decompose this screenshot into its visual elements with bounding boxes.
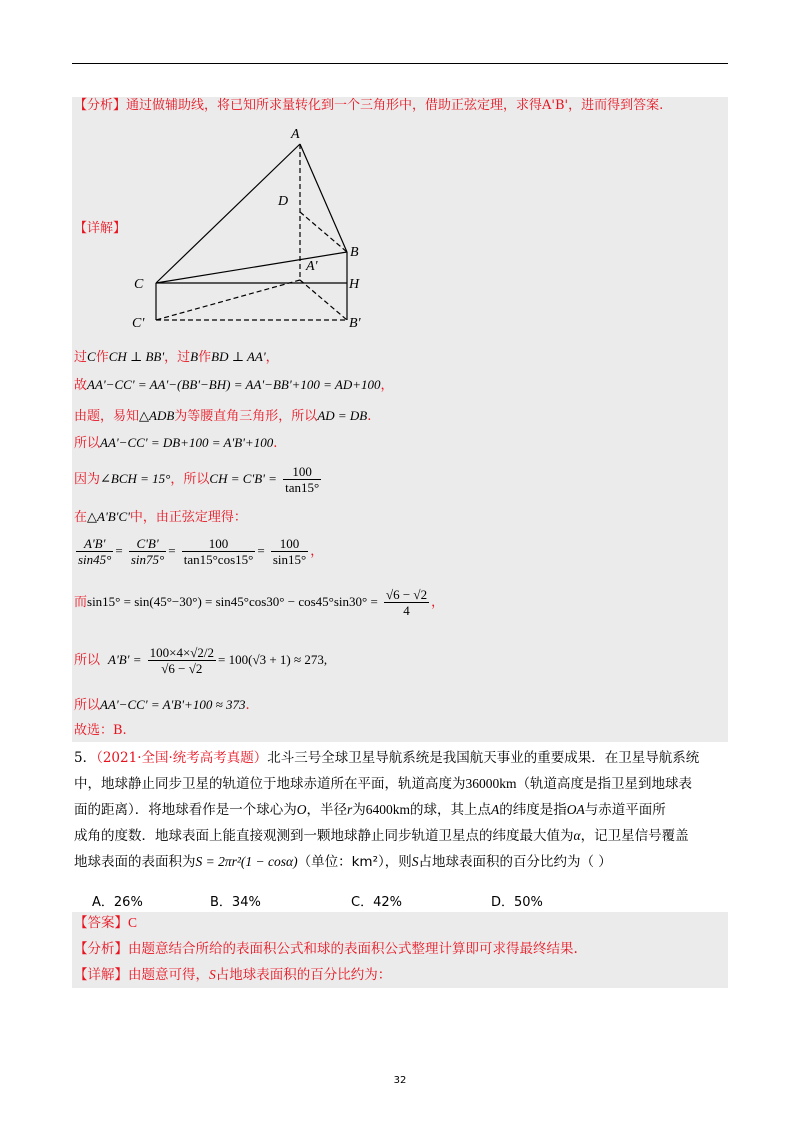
label-B: B	[350, 245, 359, 260]
edge-A-prime-C-prime	[156, 280, 300, 320]
step-2: 故AA'−CC' = AA'−(BB'−BH) = AA'−BB'+100 = AD+100，	[74, 377, 394, 393]
label-C-prime: C'	[132, 316, 145, 331]
edge-A-prime-B-prime	[300, 280, 347, 320]
option-b[interactable]: B．34%	[210, 895, 261, 910]
question-source: （2021·全国·统考高考真题）	[96, 750, 268, 766]
conclusion: 故选：B.	[74, 723, 127, 738]
detail2-line: 【详解】由题意可得，S占地球表面积的百分比约为：	[74, 967, 392, 983]
step-9: 所以 A'B' = $\frac{100\times 4\times√2/2}{√6 - √2}$ = 100(√3 + 1) ≈ 273,	[74, 645, 328, 676]
step-6: 在△A'B'C'中，由正弦定理得：	[74, 509, 247, 525]
question-line-5: 地球表面的表面积为S = 2πr²(1 − cosα)（单位：km²），则S占地球表面积的百分比约为（ ）	[74, 854, 612, 870]
edge-CB	[156, 252, 347, 283]
analysis-text: 通过做辅助线，将已知所求量转化到一个三角形中，借助正弦定理，求得A'B'，进而得到答案.	[126, 98, 664, 113]
fraction: $\frac{100}{\tan 15^\circ}$	[285, 464, 320, 495]
label-H: H	[349, 277, 360, 292]
detail-tag: 【详解】	[74, 221, 127, 236]
step-3: 由题，易知△ADB为等腰直角三角形，所以AD = DB.	[74, 408, 372, 424]
step-10: 所以AA'−CC' = A'B'+100 ≈ 373.	[74, 697, 250, 713]
step-7: $\frac{A'B'}{\sin 45^\circ}$ = $\frac{C'B'}{\sin 75^\circ}$ = $\frac{100}{\tan 15^\circ\cos 15^\circ}$ = $\frac{100}{\sin 15^\circ}$ ，	[78, 536, 324, 567]
edge-AC	[156, 144, 300, 283]
step-8: 而sin15° = sin(45°−30°) = sin45°cos30° − cos45°sin30° = $\frac{√6 - √2}{4}$ ，	[74, 587, 445, 618]
label-C: C	[134, 277, 144, 292]
question-line-4: 成角的度数．地球表面上能直接观测到一颗地球静止同步轨道卫星点的纬度最大值为α，记卫星信号覆盖	[74, 828, 689, 844]
option-c[interactable]: C．42%	[351, 895, 402, 910]
question-line-1: 5．（2021·全国·统考高考真题）北斗三号全球卫星导航系统是我国航天事业的重要成果．在卫星导航系统	[74, 750, 700, 766]
label-B-prime: B'	[349, 316, 361, 331]
edge-AB	[300, 144, 347, 252]
step-1: 过C作CH ⊥ BB'，过B作BD ⊥ AA'，	[74, 349, 279, 365]
prism-figure	[120, 120, 380, 335]
question-line-3: 面的距离）．将地球看作是一个球心为O，半径r为6400km的球，其上点A的纬度是指OA与赤道平面所	[74, 802, 666, 818]
analysis-tag: 【分析】	[74, 98, 127, 113]
step-5: 因为∠BCH = 15°，所以CH = C'B' = $\frac{100}{\tan 15^\circ}$	[74, 464, 320, 495]
header-rule	[72, 63, 728, 64]
question-line-2: 中，地球静止同步卫星的轨道位于地球赤道所在平面，轨道高度为36000km（轨道高度是指卫星到地球表	[74, 776, 693, 792]
answer-line: 【答案】C	[74, 915, 138, 931]
label-D: D	[278, 194, 289, 209]
analysis-line	[74, 97, 663, 115]
label-A-prime: A'	[306, 259, 318, 274]
analysis2-line: 【分析】由题意结合所给的表面积公式和球的表面积公式整理计算即可求得最终结果.	[74, 941, 578, 957]
label-A: A	[291, 127, 300, 142]
edge-DB	[300, 212, 347, 252]
option-a[interactable]: A．26%	[92, 895, 143, 910]
step-4: 所以AA'−CC' = DB+100 = A'B'+100.	[74, 435, 278, 451]
option-d[interactable]: D．50%	[491, 895, 543, 910]
page-number: 32	[393, 1075, 407, 1086]
